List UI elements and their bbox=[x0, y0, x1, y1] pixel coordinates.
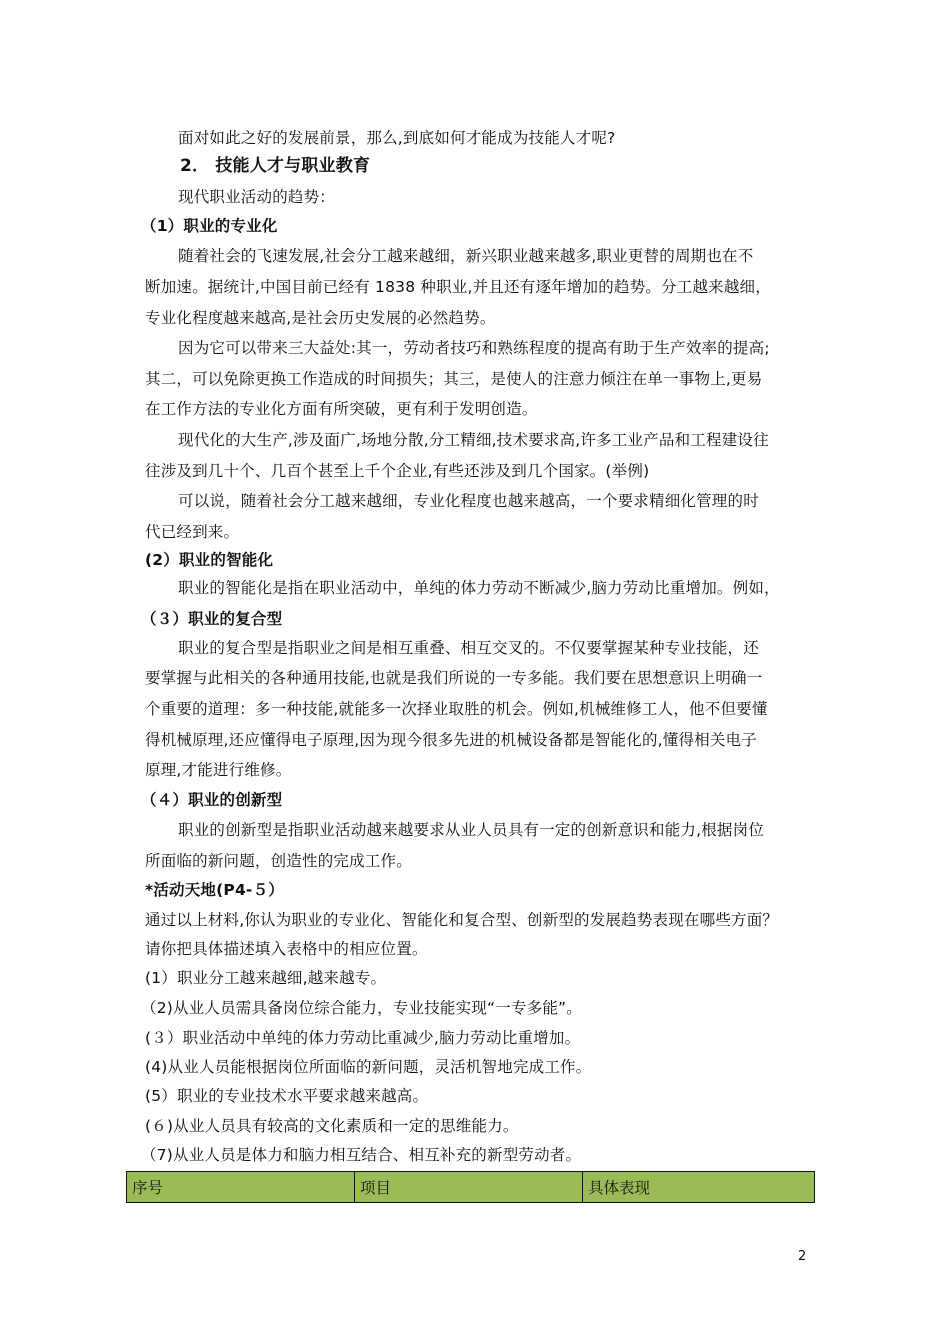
sub1-line: 往涉及到几十个、几百个甚至上千个企业,有些还涉及到几个国家。(举例) bbox=[145, 462, 650, 480]
activity-line: 请你把具体描述填入表格中的相应位置。 bbox=[145, 940, 428, 958]
activity-item: （7)从业人员是体力和脑力相互结合、相互补充的新型劳动者。 bbox=[141, 1146, 582, 1164]
sub1-line: 可以说，随着社会分工越来越细，专业化程度也越来越高，一个要求精细化管理的时 bbox=[178, 492, 759, 510]
activity-item: (６)从业人员具有较高的文化素质和一定的思维能力。 bbox=[145, 1117, 519, 1135]
activity-table bbox=[126, 1171, 815, 1203]
activity-item: (4)从业人员能根据岗位所面临的新问题，灵活机智地完成工作。 bbox=[145, 1058, 592, 1076]
activity-line: 通过以上材料,你认为职业的专业化、智能化和复合型、创新型的发展趋势表现在哪些方面？ bbox=[145, 911, 779, 929]
sub1-line: 在工作方法的专业化方面有所突破，更有利于发明创造。 bbox=[145, 400, 538, 418]
page-number: 2 bbox=[798, 1249, 807, 1264]
activity-item: （2)从业人员需具备岗位综合能力，专业技能实现“一专多能”。 bbox=[141, 999, 582, 1017]
sub1-line: 代已经到来。 bbox=[145, 523, 240, 541]
table-header-cell: 序号 bbox=[127, 1172, 355, 1203]
activity-item: (1）职业分工越来越细,越来越专。 bbox=[145, 969, 387, 987]
sub1-line: 随着社会的飞速发展,社会分工越来越细，新兴职业越来越多,职业更替的周期也在不 bbox=[178, 247, 754, 265]
sub1-line: 现代化的大生产,涉及面广,场地分散,分工精细,技术要求高,许多工业产品和工程建设往 bbox=[178, 431, 769, 449]
activity-item: (5）职业的专业技术水平要求越来越高。 bbox=[145, 1087, 429, 1105]
intro-paragraph: 面对如此之好的发展前景，那么,到底如何才能成为技能人才呢? bbox=[178, 129, 616, 147]
section-heading: 2． 技能人才与职业教育 bbox=[180, 156, 371, 176]
sub1-line: 专业化程度越来越高,是社会历史发展的必然趋势。 bbox=[145, 309, 496, 327]
sub4-heading: （４）职业的创新型 bbox=[141, 791, 283, 809]
table-header-row bbox=[127, 1172, 815, 1203]
sub3-heading: （３）职业的复合型 bbox=[141, 610, 283, 628]
table-header-cell: 项目 bbox=[355, 1172, 583, 1203]
sub3-line: 原理,才能进行维修。 bbox=[145, 761, 292, 779]
sub4-line: 职业的创新型是指职业活动越来越要求从业人员具有一定的创新意识和能力,根据岗位 bbox=[178, 821, 765, 839]
trends-intro: 现代职业活动的趋势： bbox=[178, 188, 336, 206]
sub1-line: 断加速。据统计,中国目前已经有 1838 种职业,并且还有逐年增加的趋势。分工越来越细， bbox=[145, 278, 771, 296]
sub3-line: 职业的复合型是指职业之间是相互重叠、相互交叉的。不仅要掌握某种专业技能，还 bbox=[178, 639, 759, 657]
sub2-heading: (2）职业的智能化 bbox=[145, 551, 274, 569]
sub3-line: 要掌握与此相关的各种通用技能,也就是我们所说的一专多能。我们要在思想意识上明确一 bbox=[145, 669, 763, 687]
activity-heading: *活动天地(P4-５） bbox=[145, 881, 284, 899]
table-header-cell: 具体表现 bbox=[583, 1172, 815, 1203]
sub3-line: 得机械原理,还应懂得电子原理,因为现今很多先进的机械设备都是智能化的,懂得相关电子 bbox=[145, 731, 757, 749]
activity-item: (３）职业活动中单纯的体力劳动比重减少,脑力劳动比重增加。 bbox=[145, 1029, 581, 1047]
sub1-line: 其二，可以免除更换工作造成的时间损失；其三，是使人的注意力倾注在单一事物上,更易 bbox=[145, 370, 763, 388]
sub4-line: 所面临的新问题，创造性的完成工作。 bbox=[145, 852, 412, 870]
sub1-line: 因为它可以带来三大益处:其一，劳动者技巧和熟练程度的提高有助于生产效率的提高; bbox=[178, 339, 770, 357]
sub1-heading: （1）职业的专业化 bbox=[141, 217, 278, 235]
sub2-line: 职业的智能化是指在职业活动中，单纯的体力劳动不断减少,脑力劳动比重增加。例如， bbox=[178, 579, 780, 597]
sub3-line: 个重要的道理：多一种技能,就能多一次择业取胜的机会。例如,机械维修工人，他不但要懂 bbox=[145, 700, 768, 718]
